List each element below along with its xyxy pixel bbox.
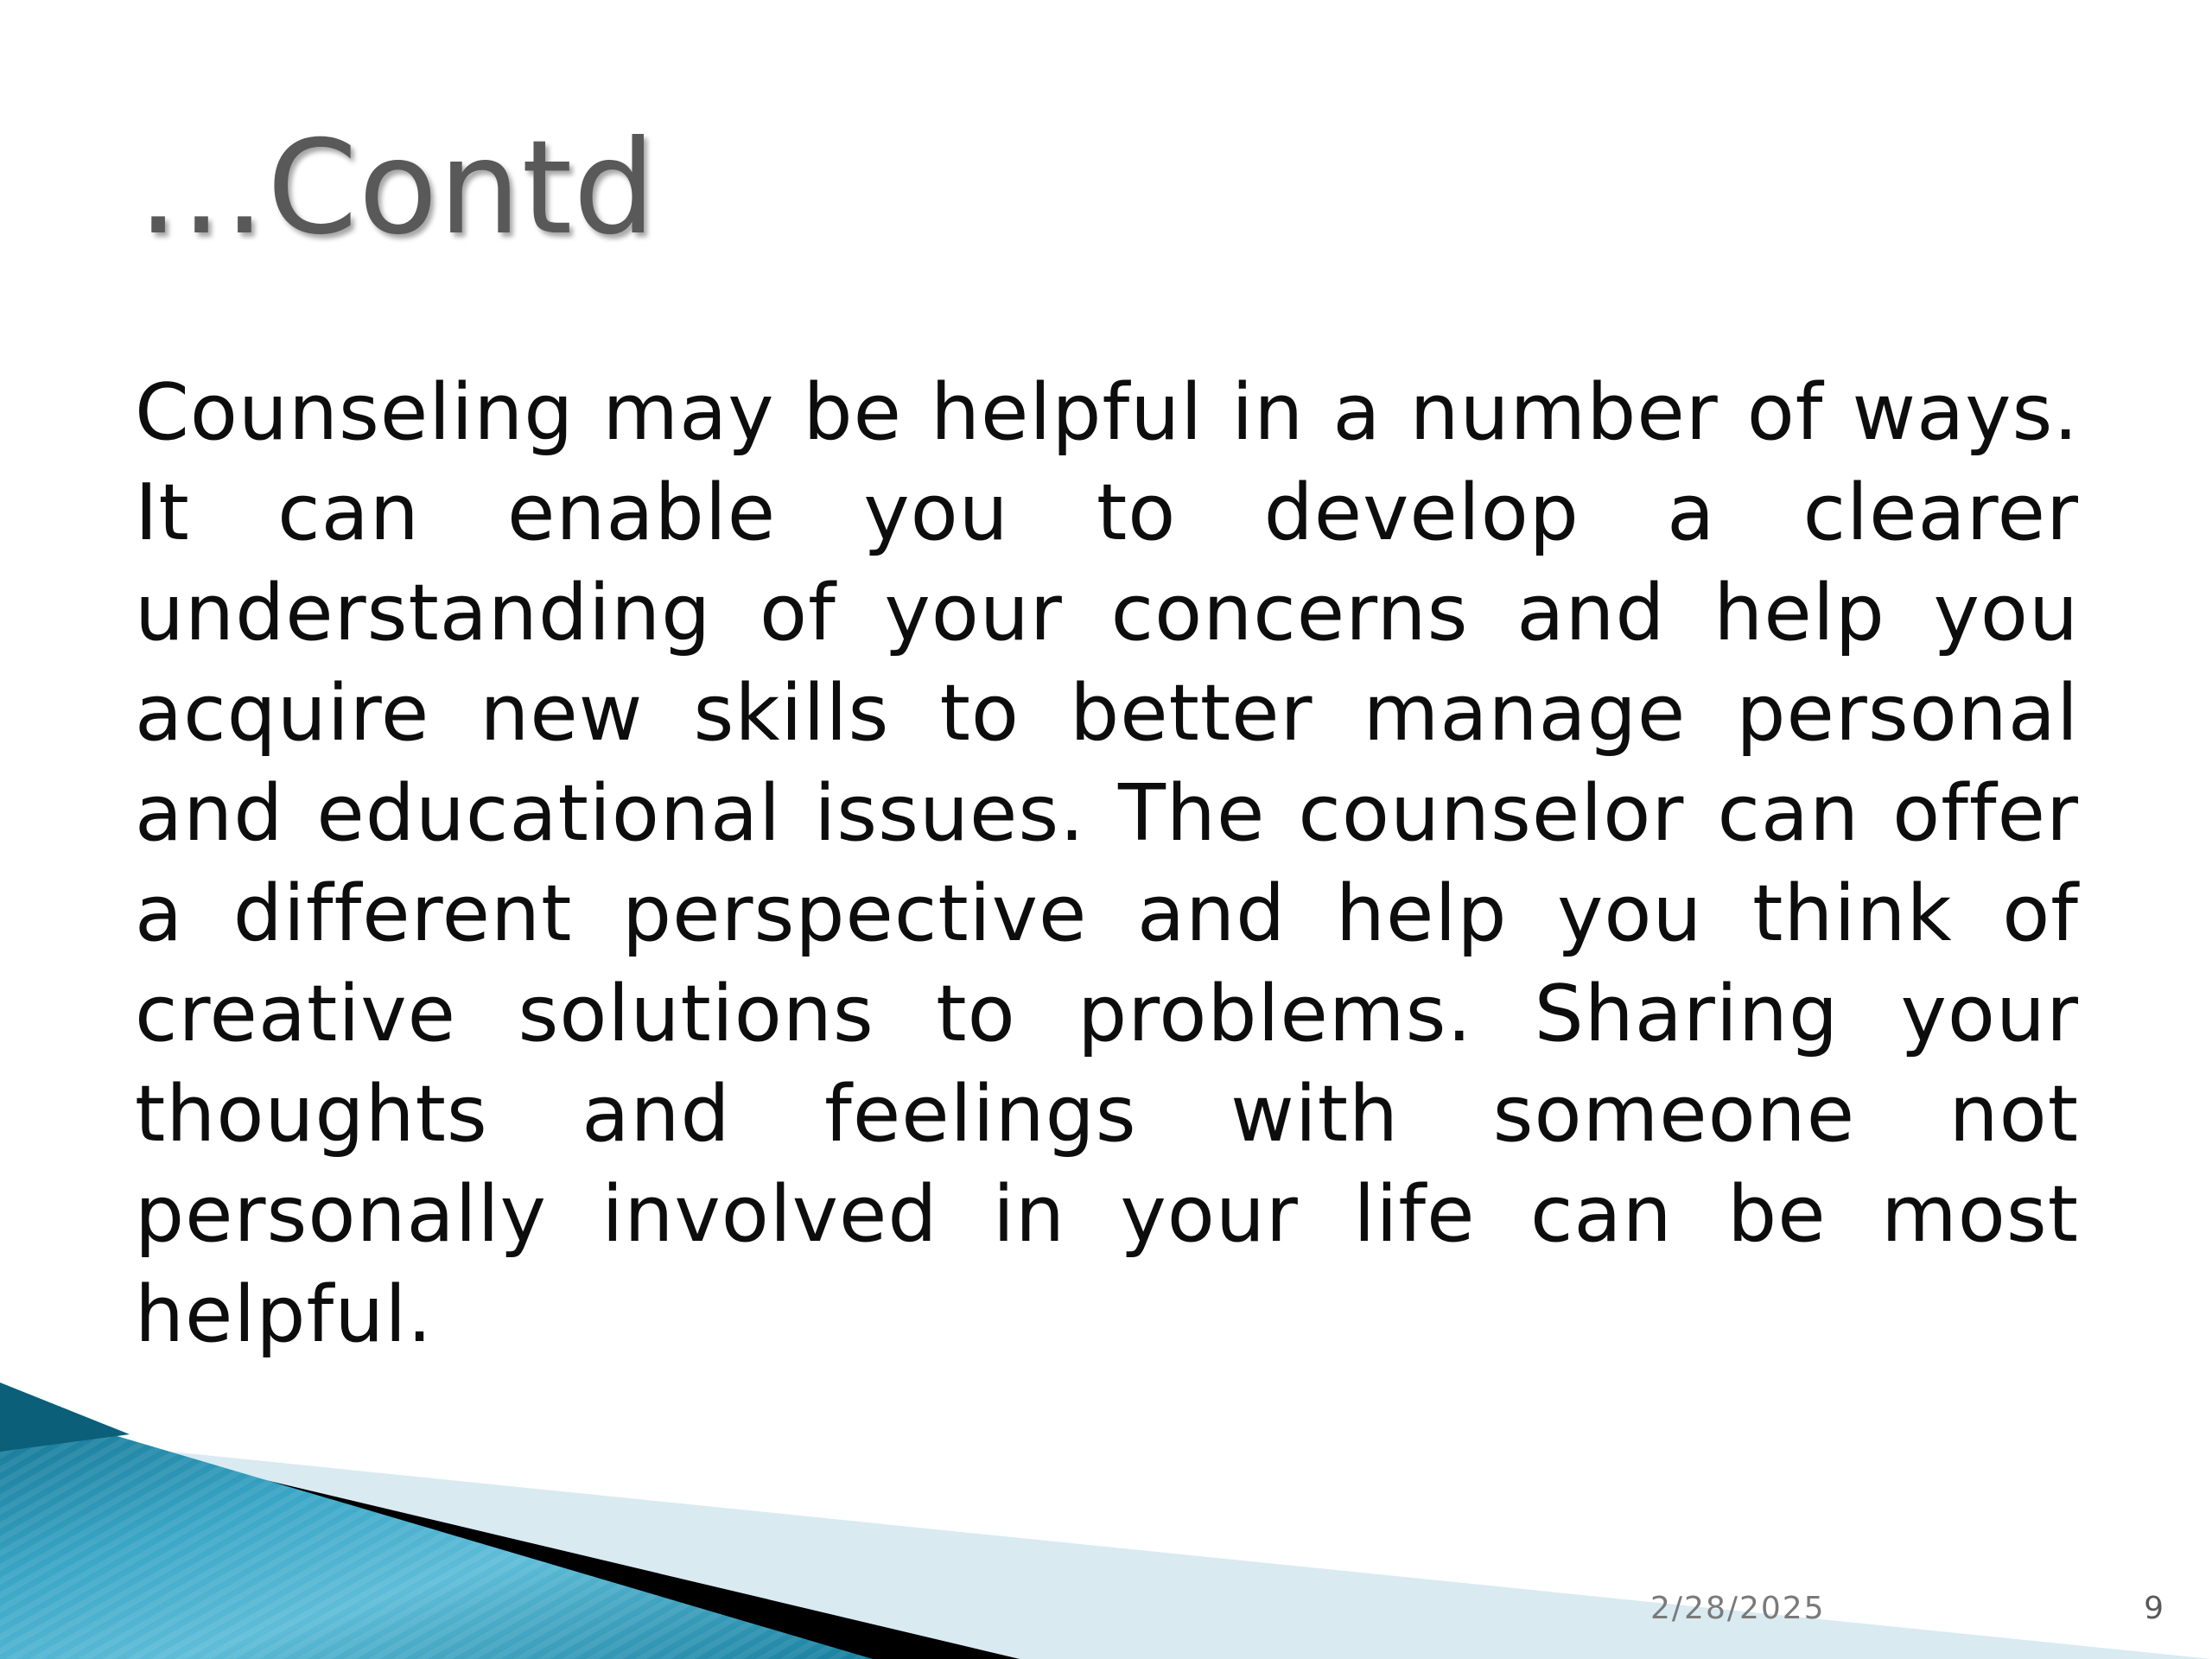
slide-number: 9 bbox=[2144, 1591, 2164, 1626]
corner-decoration bbox=[0, 1382, 2212, 1659]
slide-body-text: Counseling may be helpful in a number of ways. It can enable you to develop a clearer understanding of your concerns and help you acquire new skills to better manage personal and educational issues. The counselor can offer a different perspective and help you think of creative solutions to problems. Sharing your thoughts and feelings with someone not personally involved in your life can be most helpful. bbox=[135, 367, 2079, 1360]
slide-title: …Contd bbox=[137, 113, 657, 264]
footer-date: 2/28/2025 bbox=[1650, 1591, 1826, 1626]
